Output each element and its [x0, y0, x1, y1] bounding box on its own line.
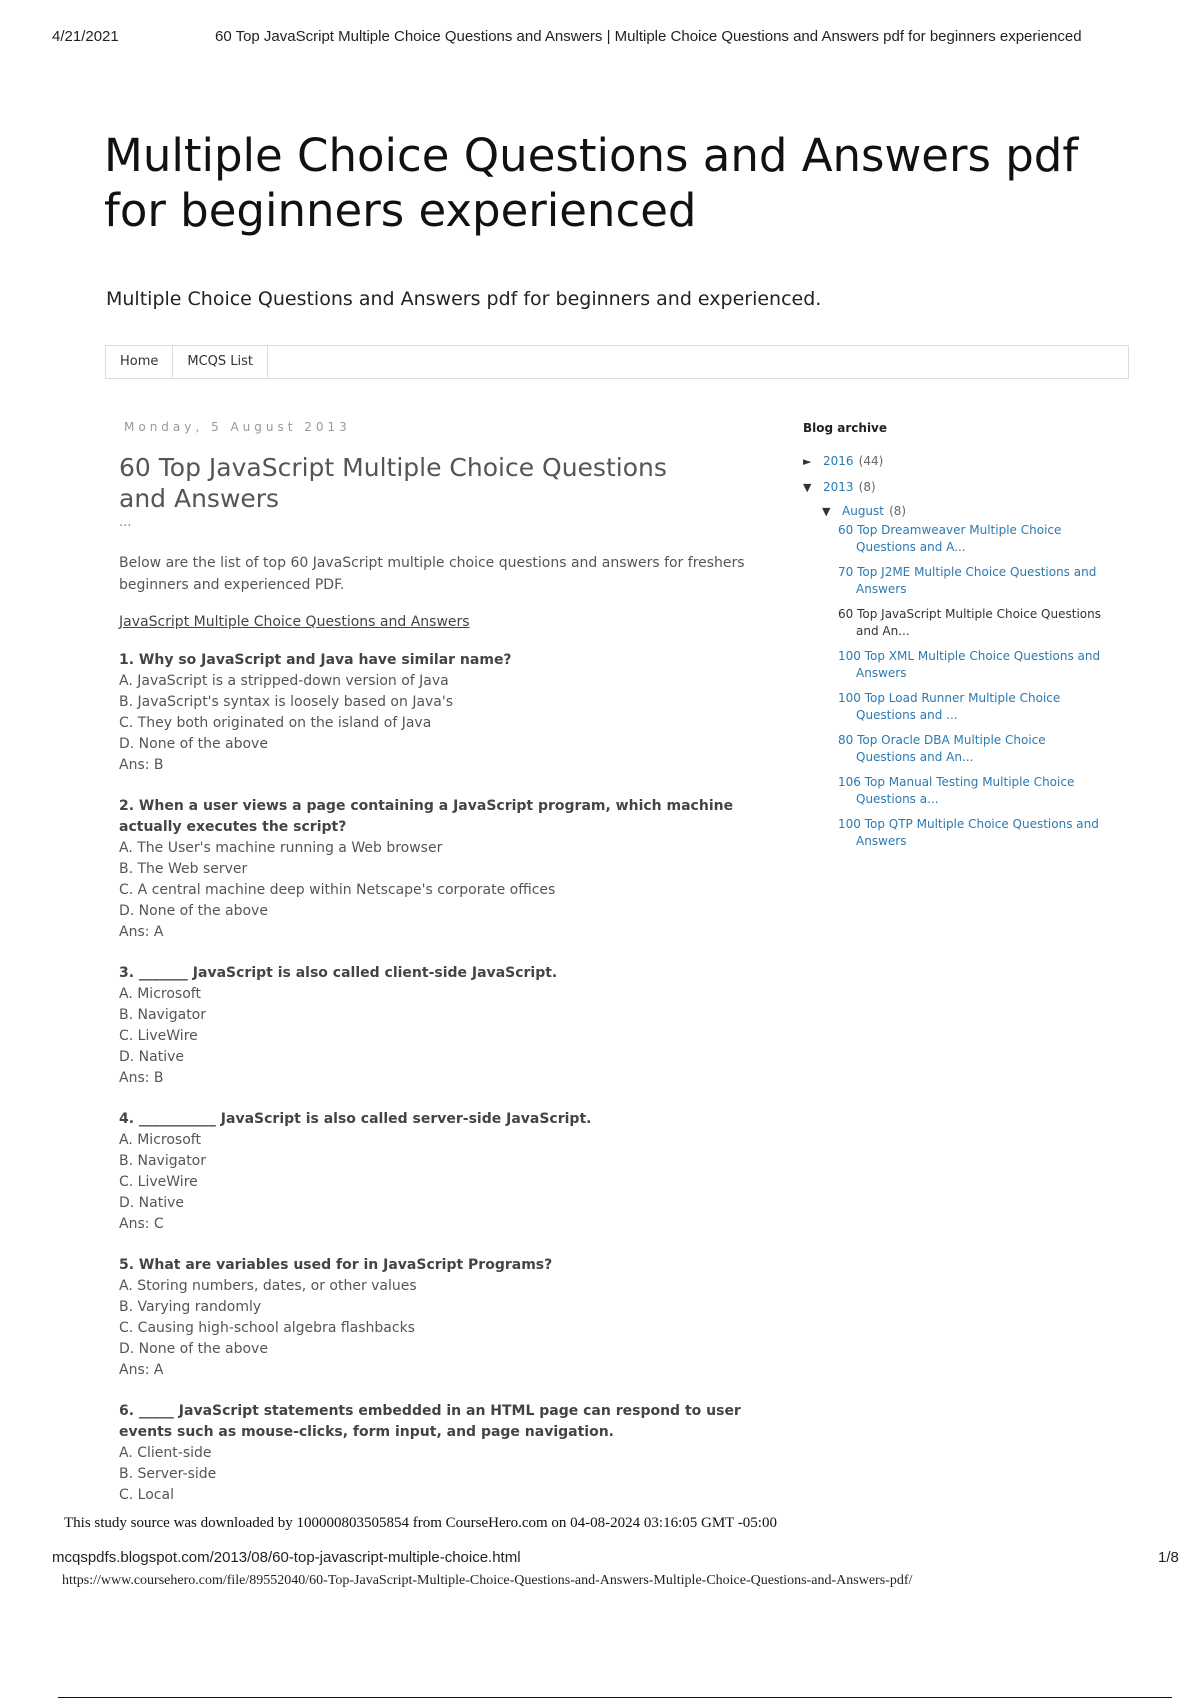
question-text: 6. _____ JavaScript statements embedded in an HTML page can respond to user events such as mouse-clicks, form input, and page navigation.: [119, 1403, 741, 1440]
nav-mcqs-list-link[interactable]: MCQS List: [173, 346, 268, 378]
nav-home-link[interactable]: Home: [106, 346, 173, 378]
question-answer: Ans: C: [119, 1216, 164, 1232]
question-option: B. Varying randomly: [119, 1299, 262, 1315]
post-body: [119, 552, 759, 1526]
archive-post-link[interactable]: 106 Top Manual Testing Multiple Choice Questions a...: [838, 775, 1075, 806]
question-option: C. They both originated on the island of Java: [119, 715, 432, 731]
archive-count: (44): [858, 454, 884, 468]
download-notice: This study source was downloaded by 100000803505854 from CourseHero.com on 04-08-2024 03:16:05 GMT -05:00: [64, 1515, 777, 1531]
question-option: A. The User's machine running a Web browser: [119, 840, 443, 856]
print-url: mcqspdfs.blogspot.com/2013/08/60-top-javascript-multiple-choice.html: [52, 1549, 521, 1566]
archive-count: (8): [889, 504, 907, 518]
question: [119, 1255, 759, 1381]
post-date: Monday, 5 August 2013: [124, 420, 351, 434]
site-description: Multiple Choice Questions and Answers pdf for beginners and experienced.: [106, 288, 822, 310]
question: [119, 650, 759, 776]
archive-post-link[interactable]: 60 Top Dreamweaver Multiple Choice Questions and A...: [838, 523, 1062, 554]
question-option: D. Native: [119, 1049, 185, 1065]
question-option: C. Causing high-school algebra flashbacks: [119, 1320, 415, 1336]
print-date: 4/21/2021: [52, 28, 119, 45]
archive-post-link[interactable]: 100 Top XML Multiple Choice Questions and Answers: [838, 649, 1101, 680]
question: [119, 1109, 759, 1235]
question-answer: Ans: B: [119, 757, 164, 773]
archive-post-link[interactable]: 70 Top J2ME Multiple Choice Questions and Answers: [838, 565, 1097, 596]
question-answer: Ans: B: [119, 1070, 164, 1086]
archive-month-august[interactable]: [822, 500, 906, 519]
archive-year-2016[interactable]: [803, 450, 883, 469]
question-option: A. Storing numbers, dates, or other values: [119, 1278, 417, 1294]
archive-count: (8): [858, 480, 876, 494]
site-title[interactable]: Multiple Choice Questions and Answers pdf for beginners experienced: [104, 129, 1079, 237]
question-answer: Ans: A: [119, 924, 164, 940]
question-option: D. Native: [119, 1195, 185, 1211]
nav-bar: [105, 345, 1129, 379]
question-option: C. A central machine deep within Netscape's corporate offices: [119, 882, 556, 898]
question: [119, 963, 759, 1089]
question-option: A. Microsoft: [119, 1132, 201, 1148]
question-option: A. Microsoft: [119, 986, 201, 1002]
print-page-title: 60 Top JavaScript Multiple Choice Questions and Answers | Multiple Choice Questions and Answers pdf for beginners experienced: [215, 28, 1082, 45]
post-ellipsis: ...: [119, 515, 132, 530]
archive-month-link[interactable]: August: [842, 504, 884, 518]
question-text: 1. Why so JavaScript and Java have similar name?: [119, 652, 512, 668]
page-number: 1/8: [1158, 1549, 1179, 1566]
coursehero-url: https://www.coursehero.com/file/89552040/60-Top-JavaScript-Multiple-Choice-Questions-and-Answers-Multiple-Choice-Questions-and-Answers-pdf/: [62, 1573, 913, 1588]
question-text: 5. What are variables used for in JavaScript Programs?: [119, 1257, 553, 1273]
bottom-divider: [58, 1697, 1172, 1698]
question-option: A. Client-side: [119, 1445, 212, 1461]
question-option: A. JavaScript is a stripped-down version of Java: [119, 673, 449, 689]
archive-post-current: 60 Top JavaScript Multiple Choice Questions and An...: [838, 607, 1101, 638]
question-option: C. LiveWire: [119, 1174, 198, 1190]
sidebar-heading: Blog archive: [803, 421, 888, 435]
question-option: B. Navigator: [119, 1153, 207, 1169]
question: [119, 1401, 759, 1506]
question-option: D. None of the above: [119, 736, 268, 752]
question-option: C. LiveWire: [119, 1028, 198, 1044]
post-intro: Below are the list of top 60 JavaScript multiple choice questions and answers for freshers beginners and experienced PDF.: [119, 555, 745, 593]
question-text: 4. ___________ JavaScript is also called server-side JavaScript.: [119, 1111, 592, 1127]
archive-year-2013[interactable]: [803, 476, 876, 495]
archive-post-link[interactable]: 100 Top Load Runner Multiple Choice Questions and ...: [838, 691, 1061, 722]
archive-year-link[interactable]: 2013: [823, 480, 854, 494]
question: [119, 796, 759, 943]
question-option: D. None of the above: [119, 903, 268, 919]
question-answer: Ans: A: [119, 1362, 164, 1378]
expanded-arrow-icon[interactable]: ▼: [803, 481, 812, 494]
question-option: C. Local: [119, 1487, 174, 1503]
archive-post-link[interactable]: 80 Top Oracle DBA Multiple Choice Questions and An...: [838, 733, 1046, 764]
question-option: B. The Web server: [119, 861, 248, 877]
archive-post-link[interactable]: 100 Top QTP Multiple Choice Questions and Answers: [838, 817, 1099, 848]
archive-year-link[interactable]: 2016: [823, 454, 854, 468]
collapsed-arrow-icon[interactable]: ►: [803, 455, 812, 468]
question-option: B. JavaScript's syntax is loosely based on Java's: [119, 694, 454, 710]
question-option: B. Navigator: [119, 1007, 207, 1023]
post-title[interactable]: 60 Top JavaScript Multiple Choice Questions and Answers: [119, 453, 667, 513]
post-subheading[interactable]: JavaScript Multiple Choice Questions and Answers: [119, 614, 470, 630]
question-option: B. Server-side: [119, 1466, 217, 1482]
question-text: 3. _______ JavaScript is also called client-side JavaScript.: [119, 965, 558, 981]
question-option: D. None of the above: [119, 1341, 268, 1357]
question-text: 2. When a user views a page containing a JavaScript program, which machine actually executes the script?: [119, 798, 734, 835]
archive-post-list: [838, 522, 1108, 858]
expanded-arrow-icon[interactable]: ▼: [822, 505, 831, 518]
